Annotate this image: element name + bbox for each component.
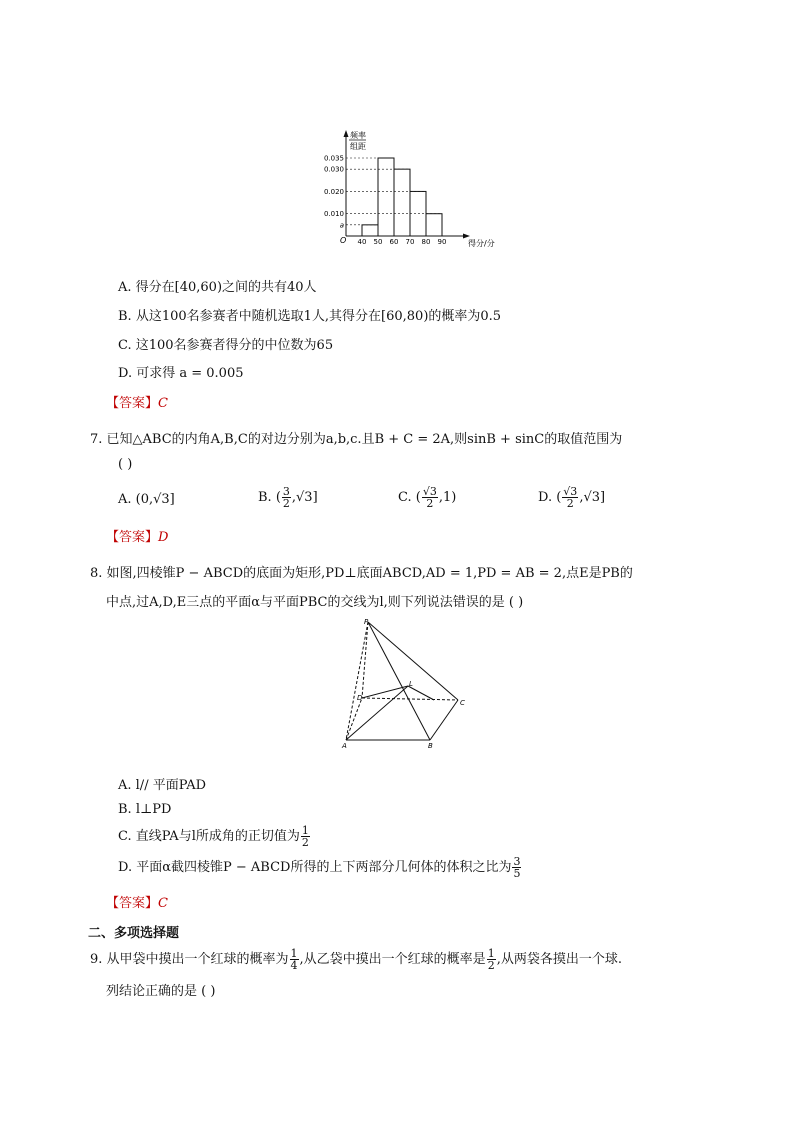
fraction-3-2: $\frac{3}{2}$ bbox=[282, 485, 290, 510]
q6-option-b: B. 从这100名参赛者中随机选取1人,其得分在[60,80)的概率为0.5 bbox=[118, 309, 502, 324]
answer-value: C bbox=[158, 896, 168, 911]
fraction-1-2: $\frac{1}{2}$ bbox=[301, 824, 309, 849]
q7-stem: 7. 已知△ABC的内角A,B,C的对边分别为a,b,c.且B + C = 2A,则sinB + sinC的取值范围为 bbox=[90, 432, 623, 447]
q8-option-b: B. l⊥PD bbox=[118, 802, 172, 817]
q7-option-b: B. ( $\frac{3}{2}$ ,√3] bbox=[258, 485, 318, 510]
y-label-top: 频率 bbox=[350, 131, 366, 140]
answer-value: C bbox=[158, 396, 168, 411]
q8-option-c bbox=[118, 825, 311, 848]
q9-text-b: ,从乙袋中摸出一个红球的概率是 bbox=[299, 952, 486, 967]
q7-option-b-prefix: B. ( bbox=[258, 490, 281, 505]
answer-value: D bbox=[158, 530, 169, 545]
q9-text-a: 9. 从甲袋中摸出一个红球的概率为 bbox=[90, 952, 289, 967]
point-l-label: L bbox=[409, 680, 413, 688]
histogram-bar bbox=[394, 169, 410, 236]
q6-answer bbox=[106, 392, 168, 411]
y-axis-arrow bbox=[344, 130, 349, 137]
origin-label: O bbox=[340, 236, 347, 245]
q9-stem-line2: 列结论正确的是 ( ) bbox=[106, 984, 216, 999]
q7-paren: ( ) bbox=[118, 457, 133, 472]
q6-option-d: D. 可求得 a = 0.005 bbox=[118, 366, 244, 381]
histogram-figure bbox=[323, 128, 510, 252]
x-axis-arrow bbox=[463, 234, 470, 239]
q8-answer bbox=[106, 892, 168, 911]
fraction-1-2: $\frac{1}{2}$ bbox=[487, 947, 495, 972]
q7-option-c-prefix: C. ( bbox=[398, 490, 421, 505]
pyramid-figure bbox=[334, 614, 476, 754]
answer-tag: 【答案】 bbox=[106, 530, 159, 545]
y-tick-label: 0.020 bbox=[323, 187, 344, 196]
q9-stem-line1 bbox=[90, 948, 622, 971]
x-axis-label: 得分/分 bbox=[468, 239, 495, 248]
q8-option-d bbox=[118, 856, 522, 879]
x-tick-label: 80 bbox=[421, 238, 431, 246]
q7-option-d-prefix: D. ( bbox=[538, 490, 562, 505]
x-tick-label: 90 bbox=[437, 238, 447, 246]
q8-stem-line1: 8. 如图,四棱锥P − ABCD的底面为矩形,PD⊥底面ABCD,AD = 1,PD = AB = 2,点E是PB的 bbox=[90, 566, 633, 581]
section-heading: 二、多项选择题 bbox=[88, 926, 180, 941]
q8-option-d-text: D. 平面α截四棱锥P − ABCD所得的上下两部分几何体的体积之比为 bbox=[118, 860, 512, 875]
q8-option-c-text: C. 直线PA与l所成角的正切值为 bbox=[118, 829, 300, 844]
q9-text-c: ,从两袋各摸出一个球. bbox=[496, 952, 622, 967]
vertex-b-label: B bbox=[428, 742, 433, 750]
fraction-3-5: $\frac{3}{5}$ bbox=[513, 855, 521, 880]
q7-option-d: D. ( $\frac{√3}{2}$ ,√3] bbox=[538, 485, 606, 510]
vertex-a-label: A bbox=[342, 742, 347, 750]
y-label-bottom: 组距 bbox=[350, 142, 366, 151]
y-tick-label: 0.030 bbox=[323, 165, 344, 174]
y-tick-label: 0.010 bbox=[323, 210, 344, 219]
x-tick-label: 40 bbox=[357, 238, 367, 246]
histogram-bar bbox=[378, 158, 394, 236]
x-tick-label: 60 bbox=[389, 238, 399, 246]
q7-answer bbox=[106, 526, 168, 545]
q7-option-c: C. ( $\frac{√3}{2}$ ,1) bbox=[398, 485, 457, 510]
q8-option-a: A. l// 平面PAD bbox=[118, 778, 207, 793]
y-tick-label: a bbox=[339, 221, 344, 230]
fraction-1-4: $\frac{1}{4}$ bbox=[290, 947, 298, 972]
vertex-c-label: C bbox=[460, 699, 465, 707]
x-tick-label: 70 bbox=[405, 238, 415, 246]
q8-stem-line2: 中点,过A,D,E三点的平面α与平面PBC的交线为l,则下列说法错误的是 ( ) bbox=[106, 595, 524, 610]
fraction-sqrt3-2: $\frac{√3}{2}$ bbox=[563, 485, 578, 510]
y-tick-label: 0.035 bbox=[323, 154, 344, 163]
vertex-d-label: D bbox=[357, 694, 363, 702]
q7-option-a: A. (0,√3] bbox=[118, 492, 175, 507]
q6-option-c: C. 这100名参赛者得分的中位数为65 bbox=[118, 338, 334, 353]
fraction-sqrt3-2: $\frac{√3}{2}$ bbox=[422, 485, 437, 510]
q6-option-a: A. 得分在[40,60)之间的共有40人 bbox=[118, 280, 317, 295]
answer-tag: 【答案】 bbox=[106, 896, 159, 911]
vertex-p-label: P bbox=[364, 618, 369, 626]
x-tick-label: 50 bbox=[373, 238, 383, 246]
histogram-bar bbox=[426, 214, 442, 236]
histogram-bar bbox=[362, 225, 378, 236]
answer-tag: 【答案】 bbox=[106, 396, 159, 411]
